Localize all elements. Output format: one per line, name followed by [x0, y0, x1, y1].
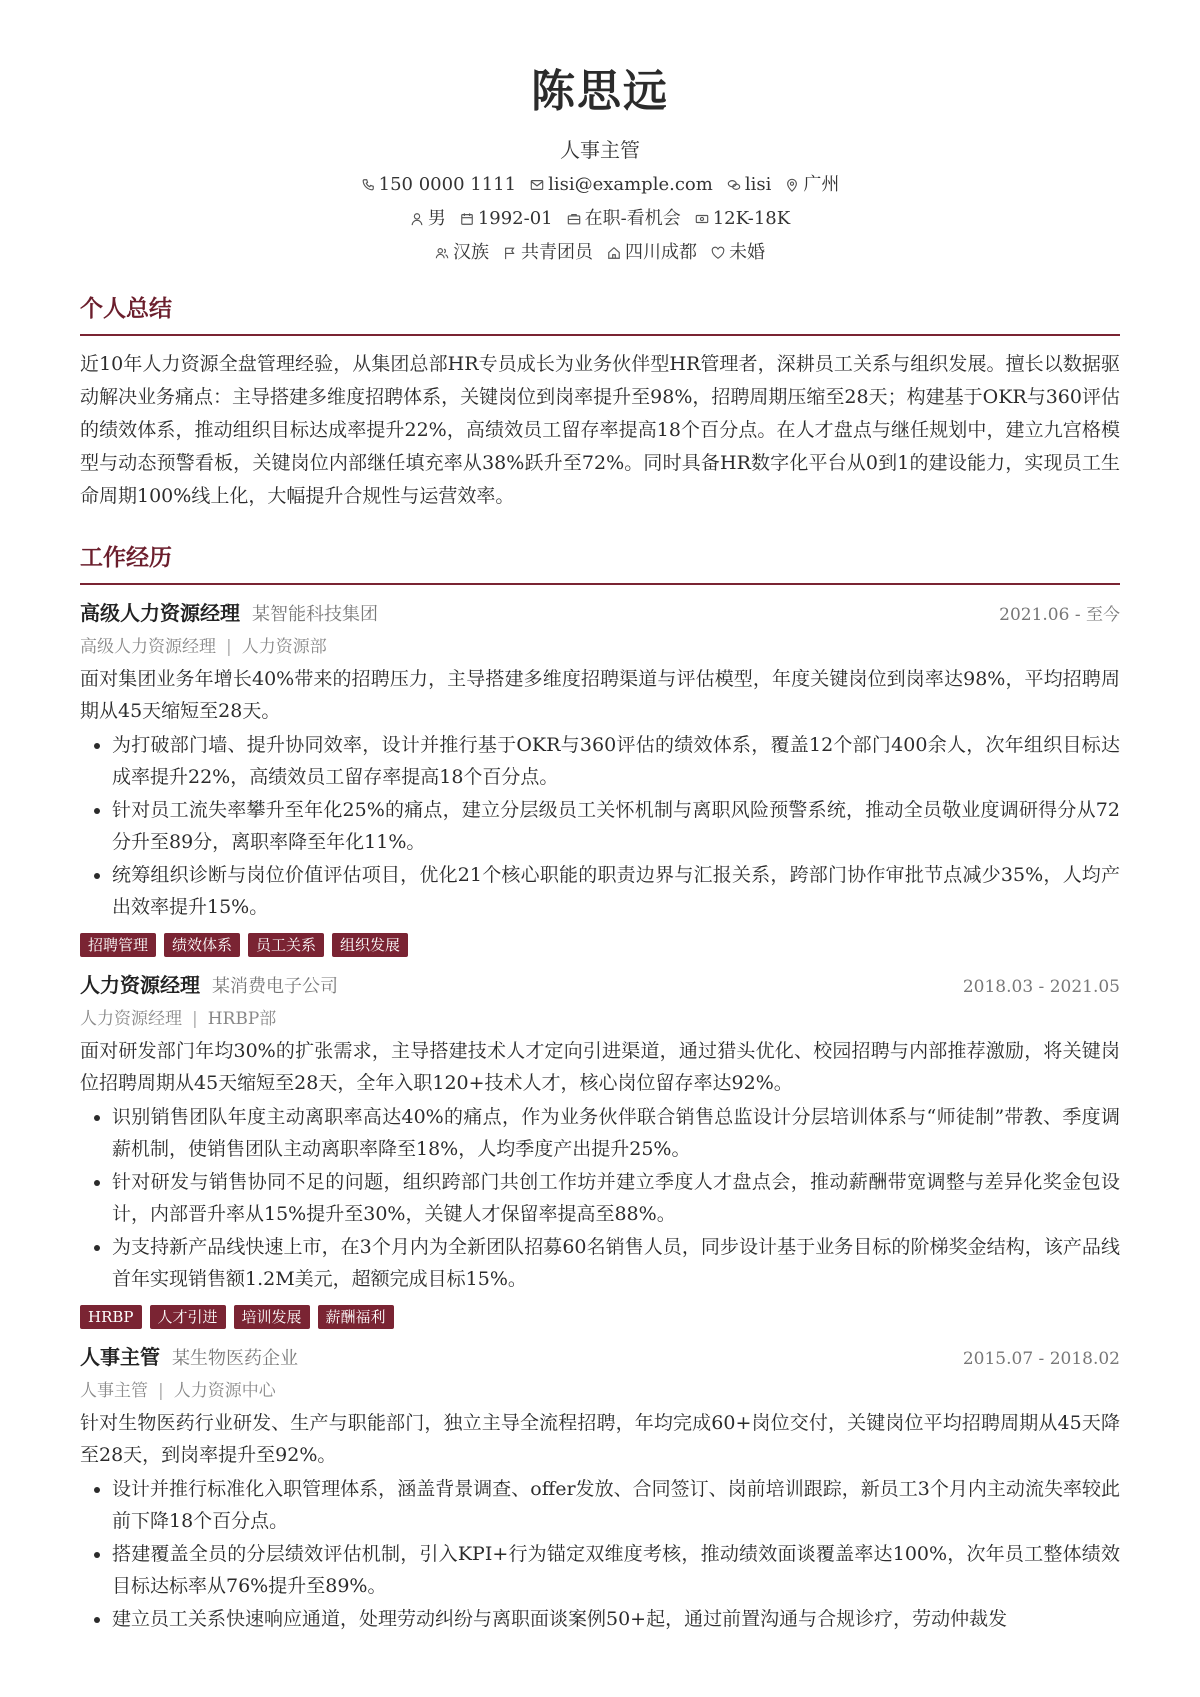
summary-heading: 个人总结: [80, 292, 1120, 336]
job-bullet: • 识别销售团队年度主动离职率高达40%的痛点，作为业务伙伴联合销售总监设计分层培训体系与“师徒制”带教、季度调薪机制，使销售团队主动离职率降至18%，人均季度产出提升25%。: [112, 1101, 1120, 1165]
wechat-icon: [727, 178, 741, 192]
experience-section: [80, 541, 1120, 1635]
job-description: 面对集团业务年增长40%带来的招聘压力，主导搭建多维度招聘渠道与评估模型，年度关键岗位到岗率达98%，平均招聘周期从45天缩短至28天。: [80, 668, 1120, 722]
job-title-group: [80, 1341, 298, 1375]
skill-tags: [80, 933, 1120, 957]
phone-icon: [361, 178, 375, 192]
skill-tag: 薪酬福利: [318, 1305, 394, 1329]
resume-header: [0, 0, 1200, 266]
heart-icon: [711, 246, 725, 260]
job-company: 某智能科技集团: [252, 604, 378, 625]
job-company: 某消费电子公司: [212, 976, 338, 997]
skill-tag: HRBP: [80, 1305, 142, 1329]
home-icon: [607, 246, 621, 260]
status-text: 在职-看机会: [584, 208, 681, 229]
skill-tag: 人才引进: [150, 1305, 226, 1329]
summary-text: 近10年人力资源全盘管理经验，从集团总部HR专员成长为业务伙伴型HR管理者，深耕员工关系与组织发展。擅长以数据驱动解决业务痛点：主导搭建多维度招聘体系，关键岗位到岗率提升至98%，招聘周期压缩至28天；构建基于OKR与360评估的绩效体系，推动组织目标达成率提升22%，高绩效员工留存率提高18个百分点。在人才盘点与继任规划中，建立九宫格模型与动态预警看板，关键岗位内部继任填充率从38%跃升至72%。同时具备HR数字化平台从0到1的建设能力，实现员工生命周期100%线上化，大幅提升合规性与运营效率。: [80, 353, 1120, 507]
email-info: [530, 172, 713, 198]
skill-tag: 招聘管理: [80, 933, 156, 957]
candidate-name: 陈思远: [531, 66, 669, 117]
people-icon: [435, 246, 449, 260]
location-icon: [785, 178, 799, 192]
salary-text: 12K-18K: [712, 208, 791, 229]
job-header: [80, 1341, 1120, 1375]
gender-text: 男: [427, 208, 446, 229]
job-entry: [80, 969, 1120, 1329]
job-subline: [80, 1375, 1120, 1407]
birth-info: [460, 206, 553, 232]
contact-row: [0, 172, 1200, 198]
job-bullet: • 为打破部门墙、提升协同效率，设计并推行基于OKR与360评估的绩效体系，覆盖12个部门400余人，次年组织目标达成率提升22%，高绩效员工留存率提高18个百分点。: [112, 729, 1120, 793]
separator: |: [192, 1009, 198, 1029]
mail-icon: [530, 178, 544, 192]
job-bullets: [80, 1101, 1120, 1295]
job-entry: [80, 1341, 1120, 1635]
job-bullet: • 针对研发与销售协同不足的问题，组织跨部门共创工作坊并建立季度人才盘点会，推动薪酬带宽调整与差异化奖金包设计，内部晋升率从15%提升至30%，关键人才保留率提高至88%。: [112, 1166, 1120, 1230]
calendar-icon: [460, 212, 474, 226]
location-info: [785, 172, 839, 198]
job-position: 人事主管: [80, 1381, 148, 1401]
gender-info: [410, 206, 446, 232]
job-role: 人力资源经理: [80, 973, 200, 997]
job-position: 高级人力资源经理: [80, 637, 216, 657]
summary-section: [80, 292, 1120, 513]
skill-tag: 员工关系: [248, 933, 324, 957]
job-header: [80, 597, 1120, 631]
marital-text: 未婚: [729, 242, 765, 263]
job-date: 2018.03 - 2021.05: [962, 977, 1120, 997]
job-bullet: • 为支持新产品线快速上市，在3个月内为全新团队招募60名销售人员，同步设计基于业务目标的阶梯奖金结构，该产品线首年实现销售额1.2M美元，超额完成目标15%。: [112, 1231, 1120, 1295]
job-dept: 人力资源部: [241, 637, 327, 657]
separator: |: [158, 1381, 164, 1401]
briefcase-icon: [567, 212, 581, 226]
wechat-info: [727, 172, 772, 198]
email-text: lisi@example.com: [548, 174, 713, 195]
job-subline: [80, 1003, 1120, 1035]
user-icon: [410, 212, 424, 226]
job-position: 人力资源经理: [80, 1009, 182, 1029]
separator: |: [226, 637, 232, 657]
ethnicity-info: [435, 240, 489, 266]
job-bullet: • 搭建覆盖全员的分层绩效评估机制，引入KPI+行为锚定双维度考核，推动绩效面谈覆盖率达100%，次年员工整体绩效目标达标率从76%提升至89%。: [112, 1538, 1120, 1602]
wechat-text: lisi: [744, 174, 772, 195]
location-text: 广州: [803, 174, 840, 195]
job-title-group: [80, 597, 378, 631]
job-bullets: [80, 1473, 1120, 1635]
job-bullet: • 设计并推行标准化入职管理体系，涵盖背景调查、offer发放、合同签订、岗前培训跟踪，新员工3个月内主动流失率较此前下降18个百分点。: [112, 1473, 1120, 1537]
job-subline: [80, 631, 1120, 663]
job-bullet: • 建立员工关系快速响应通道，处理劳动纠纷与离职面谈案例50+起，通过前置沟通与合规诊疗，劳动仲裁发: [112, 1603, 1120, 1635]
job-description: 面对研发部门年均30%的扩张需求，主导搭建技术人才定向引进渠道，通过猎头优化、校园招聘与内部推荐激励，将关键岗位招聘周期从45天缩短至28天，全年入职120+技术人才，核心岗位留存率达92%。: [80, 1040, 1120, 1094]
flag-icon: [503, 246, 517, 260]
job-header: [80, 969, 1120, 1003]
job-date: 2015.07 - 2018.02: [962, 1349, 1120, 1369]
status-info: [567, 206, 681, 232]
job-entry: [80, 597, 1120, 957]
ethnicity-text: 汉族: [453, 242, 489, 263]
job-dept: 人力资源中心: [173, 1381, 276, 1401]
phone-text: 150 0000 1111: [378, 174, 517, 195]
candidate-title: 人事主管: [560, 138, 640, 162]
experience-heading: 工作经历: [80, 541, 1120, 585]
job-date: 2021.06 - 至今: [999, 605, 1120, 625]
salary-icon: [695, 212, 709, 226]
job-role: 高级人力资源经理: [80, 601, 240, 625]
political-info: [503, 240, 593, 266]
job-bullet: • 针对员工流失率攀升至年化25%的痛点，建立分层级员工关怀机制与离职风险预警系统，推动全员敬业度调研得分从72分升至89分，离职率降至年化11%。: [112, 794, 1120, 858]
salary-info: [695, 206, 790, 232]
job-role: 人事主管: [80, 1345, 160, 1369]
job-company: 某生物医药企业: [172, 1348, 298, 1369]
marital-info: [711, 240, 765, 266]
skill-tag: 绩效体系: [164, 933, 240, 957]
skill-tags: [80, 1305, 1120, 1329]
hometown-info: [607, 240, 697, 266]
job-title-group: [80, 969, 338, 1003]
skill-tag: 培训发展: [234, 1305, 310, 1329]
personal-row: [0, 206, 1200, 232]
phone-info: [361, 172, 516, 198]
job-bullet: • 统筹组织诊断与岗位价值评估项目，优化21个核心职能的职责边界与汇报关系，跨部门协作审批节点减少35%，人均产出效率提升15%。: [112, 859, 1120, 923]
job-dept: HRBP部: [207, 1009, 277, 1029]
hometown-text: 四川成都: [625, 242, 697, 263]
birth-text: 1992-01: [477, 208, 553, 229]
job-description: 针对生物医药行业研发、生产与职能部门，独立主导全流程招聘，年均完成60+岗位交付，关键岗位平均招聘周期从45天降至28天，到岗率提升至92%。: [80, 1412, 1120, 1466]
job-bullets: [80, 729, 1120, 923]
skill-tag: 组织发展: [332, 933, 408, 957]
political-text: 共青团员: [521, 242, 593, 263]
background-row: [0, 240, 1200, 266]
